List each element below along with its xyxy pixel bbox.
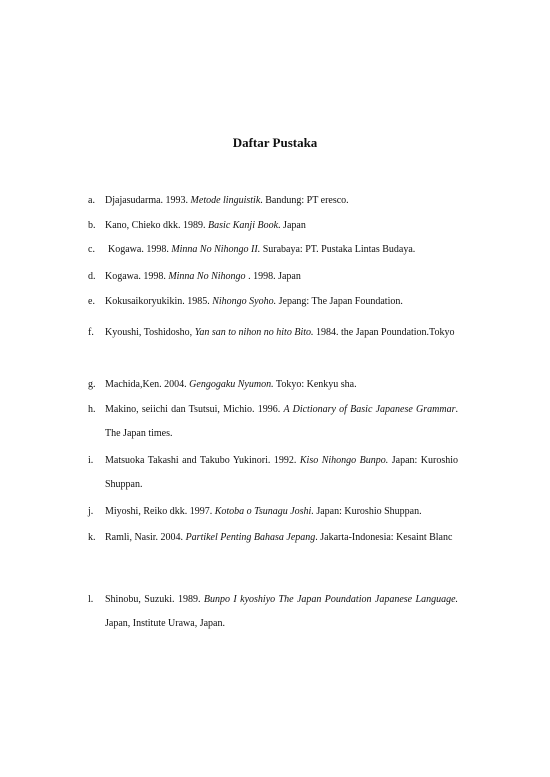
reference-text: Kokusaikoryukikin. 1985. Nihongo Syoho. Jepang: The Japan Foundation. <box>105 296 403 307</box>
list-marker: c. <box>88 244 95 255</box>
list-marker: d. <box>88 271 96 282</box>
reference-item-f <box>88 321 458 345</box>
reference-item-d <box>88 265 458 289</box>
list-marker: b. <box>88 220 96 231</box>
reference-text: Kogawa. 1998. Minna No Nihongo II. Surabaya: PT. Pustaka Lintas Budaya. <box>108 244 416 255</box>
reference-item-c <box>88 238 458 262</box>
reference-item-l <box>88 588 458 636</box>
reference-text: Miyoshi, Reiko dkk. 1997. Kotoba o Tsunagu Joshi. Japan: Kuroshio Shuppan. <box>105 506 422 517</box>
reference-text: Ramli, Nasir. 2004. Partikel Penting Bahasa Jepang. Jakarta-Indonesia: Kesaint Blanc <box>105 532 453 543</box>
list-marker: i. <box>88 455 94 466</box>
reference-text: Kyoushi, Toshidosho, Yan san to nihon no hito Bito. 1984. the Japan Poundation.Tokyo <box>105 327 455 338</box>
list-marker: k. <box>88 532 96 543</box>
reference-item-k <box>88 526 458 550</box>
reference-item-a <box>88 189 458 213</box>
reference-text: Djajasudarma. 1993. Metode linguistik. Bandung: PT eresco. <box>105 195 349 206</box>
reference-item-e <box>88 290 458 314</box>
list-marker: h. <box>88 404 96 415</box>
reference-item-g <box>88 373 458 397</box>
reference-text: Matsuoka Takashi and Takubo Yukinori. 1992. Kiso Nihongo Bunpo. Japan: Kuroshio Shuppan. <box>105 455 458 490</box>
list-marker: a. <box>88 195 95 206</box>
list-marker: f. <box>88 327 94 338</box>
reference-text: Makino, seiichi dan Tsutsui, Michio. 1996. A Dictionary of Basic Japanese Grammar. The Japan times. <box>105 404 459 439</box>
list-marker: l. <box>88 594 94 605</box>
list-marker: g. <box>88 379 96 390</box>
page-title: Daftar Pustaka <box>232 135 318 150</box>
list-marker: j. <box>88 506 94 517</box>
reference-item-h <box>88 398 458 446</box>
reference-text: Kogawa. 1998. Minna No Nihongo . 1998. Japan <box>105 271 301 282</box>
reference-item-b <box>88 214 458 238</box>
reference-text: Machida,Ken. 2004. Gengogaku Nyumon. Tokyo: Kenkyu sha. <box>105 379 357 390</box>
reference-item-i <box>88 449 458 497</box>
reference-item-j <box>88 500 458 524</box>
reference-text: Kano, Chieko dkk. 1989. Basic Kanji Book. Japan <box>105 220 306 231</box>
list-marker: e. <box>88 296 95 307</box>
reference-text: Shinobu, Suzuki. 1989. Bunpo I kyoshiyo The Japan Poundation Japanese Language. Japan, Institute Urawa, Japan. <box>105 594 459 629</box>
